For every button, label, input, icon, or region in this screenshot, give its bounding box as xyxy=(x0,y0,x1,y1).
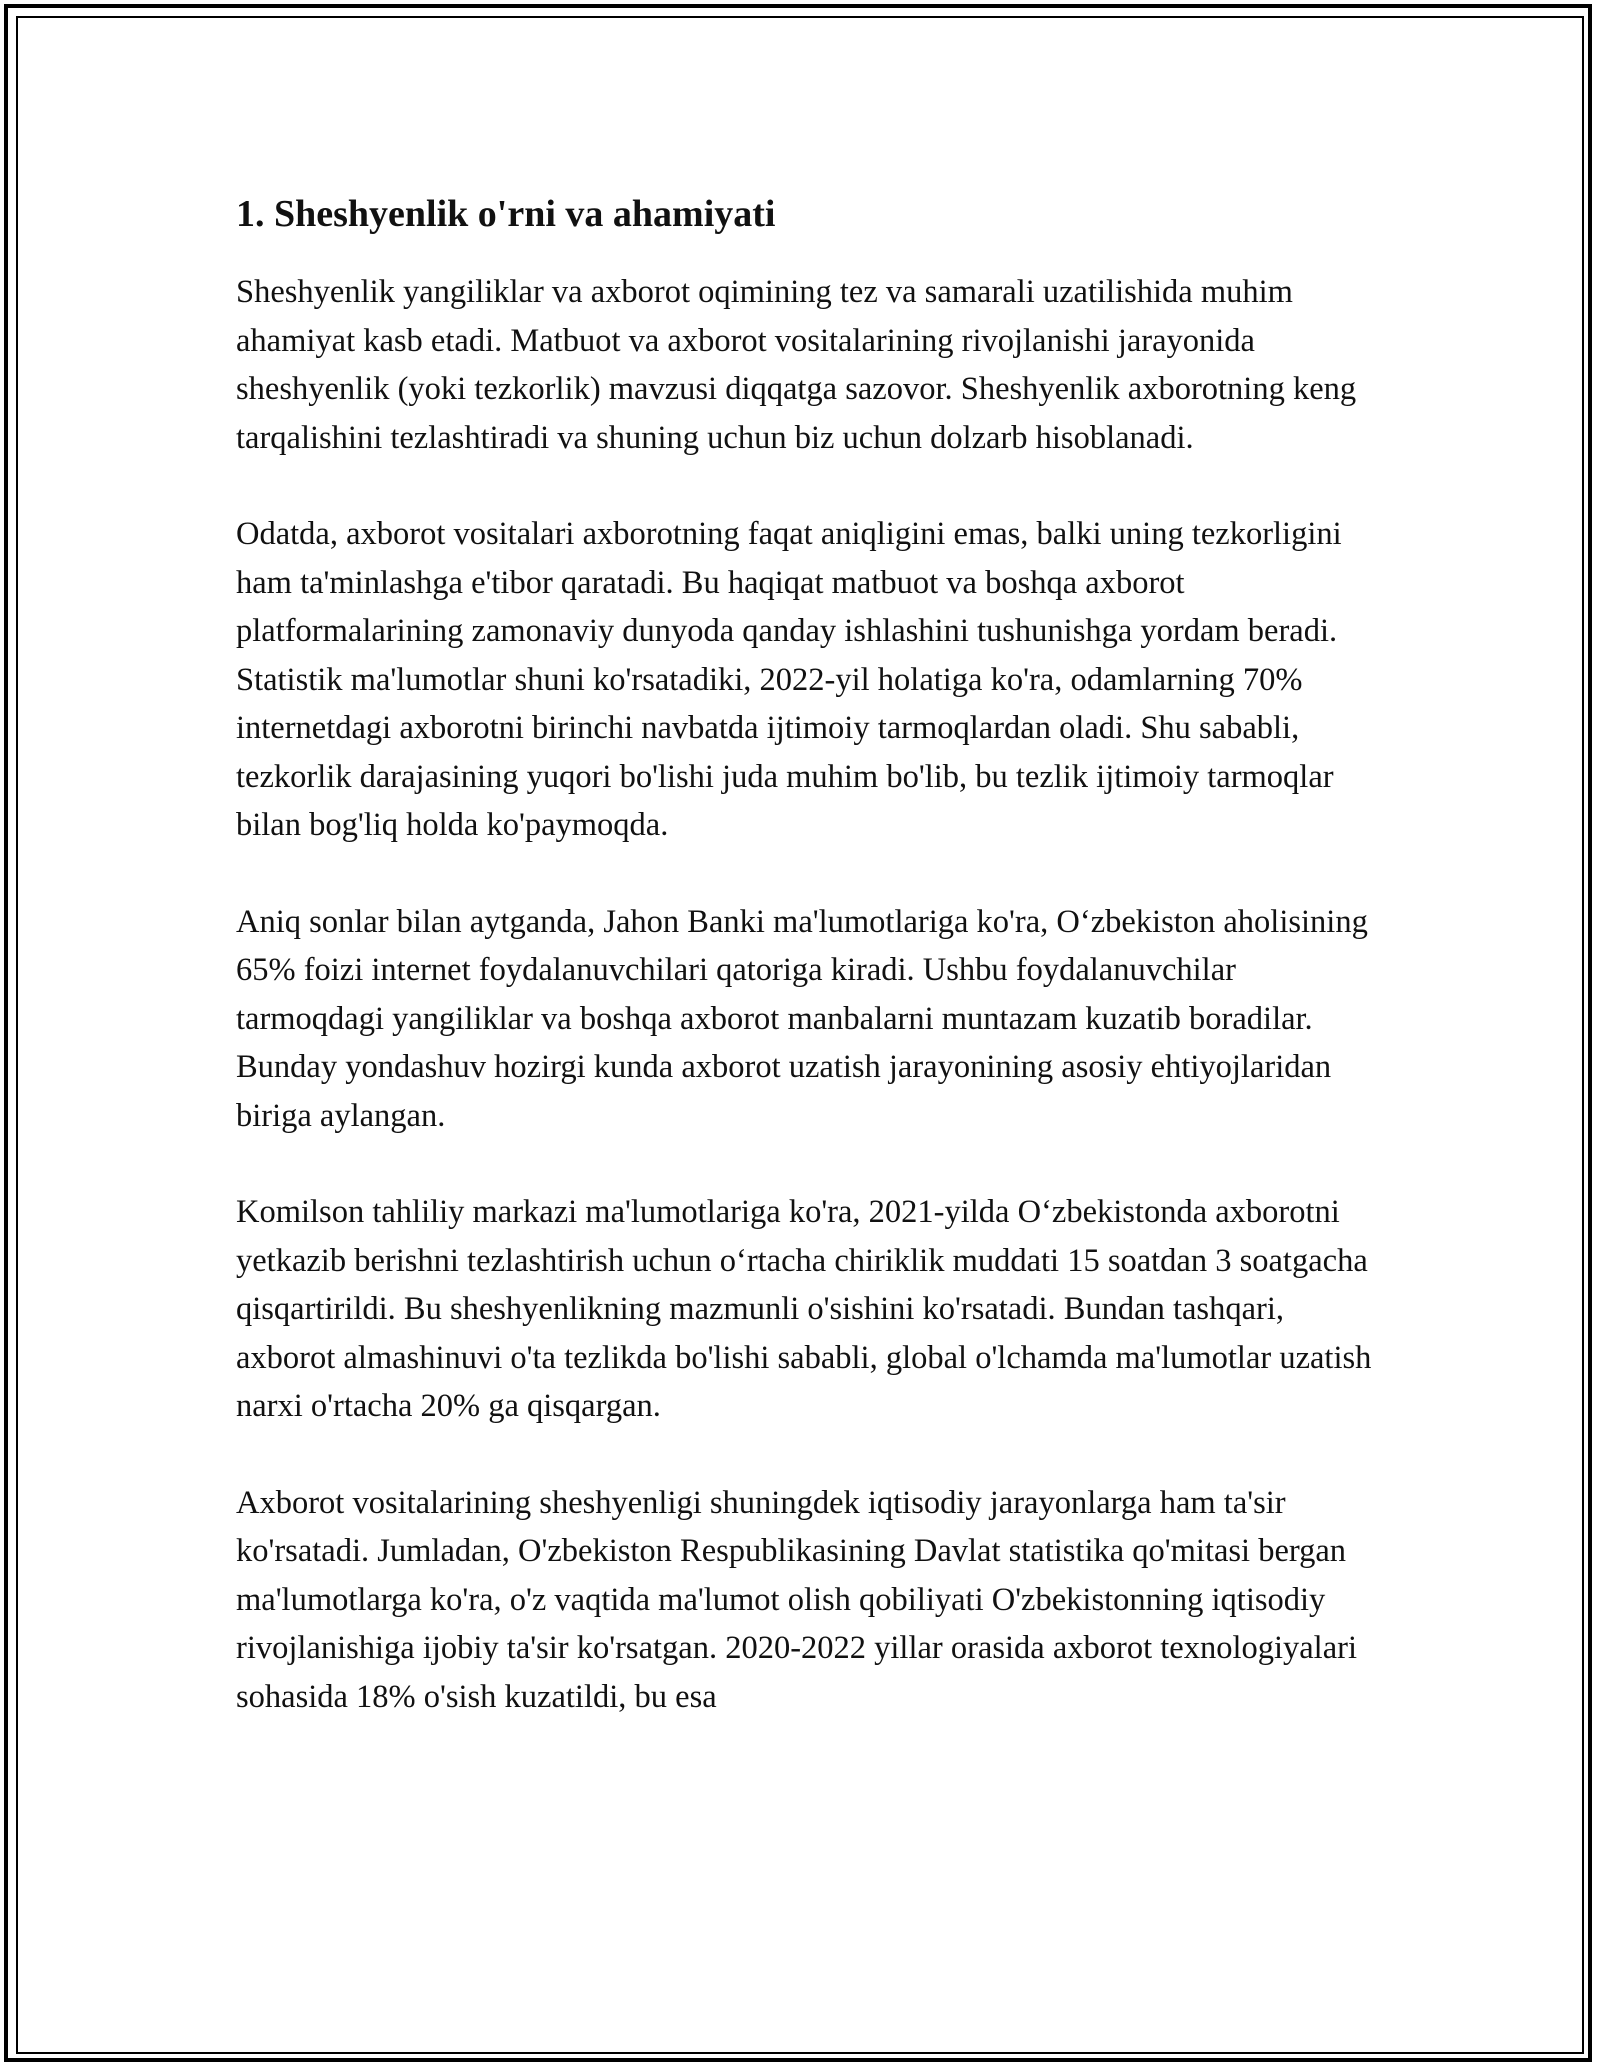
document-page xyxy=(236,190,1376,1769)
paragraph-4: Komilson tahliliy markazi ma'lumotlariga ko'ra, 2021-yilda O‘zbekistonda axborotni yetkazib berishni tezlashtirish uchun o‘rtacha chiriklik muddati 15 soatdan 3 soatgacha qisqartirildi. Bu sheshyenlikning mazmunli o'sishini ko'rsatadi. Bundan tashqari, axborot almashinuvi o'ta tezlikda bo'lishi sababli, global o'lchamda ma'lumotlar uzatish narxi o'rtacha 20% ga qisqargan. xyxy=(236,1194,1372,1424)
paragraph-3: Aniq sonlar bilan aytganda, Jahon Banki ma'lumotlariga ko'ra, O‘zbekiston aholisining 65% foizi internet foydalanuvchilari qatoriga kiradi. Ushbu foydalanuvchilar tarmoqdagi yangiliklar va boshqa axborot manbalarni muntazam kuzatib boradilar. Bunday yondashuv hozirgi kunda axborot uzatish jarayonining asosiy ehtiyojlaridan biriga aylangan. xyxy=(236,903,1368,1134)
paragraph-1: Sheshyenlik yangiliklar va axborot oqimining tez va samarali uzatilishida muhim ahamiyat kasb etadi. Matbuot va axborot vositalarining rivojlanishi jarayonida sheshyenlik (yoki tezkorlik) mavzusi diqqatga sazovor. Sheshyenlik axborotning keng tarqalishini tezlashtiradi va shuning uchun biz uchun dolzarb hisoblanadi. xyxy=(236,274,1357,456)
paragraph-2: Odatda, axborot vositalari axborotning faqat aniqligini emas, balki uning tezkorligini ham ta'minlashga e'tibor qaratadi. Bu haqiqat matbuot va boshqa axborot platformalarining zamonaviy dunyoda qanday ishlashini tushunishga yordam beradi. Statistik ma'lumotlar shuni ko'rsatadiki, 2022-yil holatiga ko'ra, odamlarning 70% internetdagi axborotni birinchi navbatda ijtimoiy tarmoqlardan oladi. Shu sababli, tezkorlik darajasining yuqori bo'lishi juda muhim bo'lib, bu tezlik ijtimoiy tarmoqlar bilan bog'liq holda ko'paymoqda. xyxy=(236,516,1342,843)
section-heading: 1. Sheshyenlik o'rni va ahamiyati xyxy=(236,193,776,235)
paragraph-5: Axborot vositalarining sheshyenligi shuningdek iqtisodiy jarayonlarga ham ta'sir ko'rsatadi. Jumladan, O'zbekiston Respublikasining Davlat statistika qo'mitasi bergan ma'lumotlarga ko'ra, o'z vaqtida ma'lumot olish qobiliyati O'zbekistonning iqtisodiy rivojlanishiga ijobiy ta'sir ko'rsatgan. 2020-2022 yillar orasida axborot texnologiyalari sohasida 18% o'sish kuzatildi, bu esa xyxy=(236,1484,1357,1715)
